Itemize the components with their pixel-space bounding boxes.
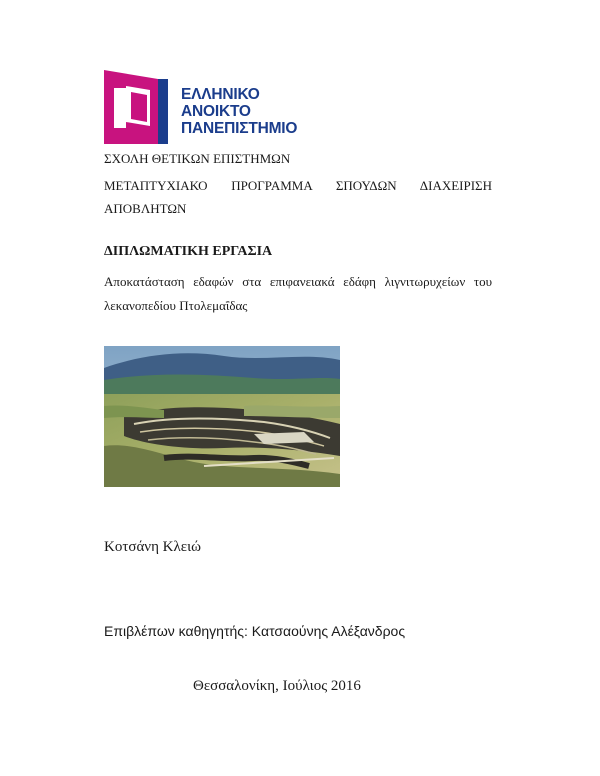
- logo-line-1: ΕΛΛΗΝΙΚΟ: [181, 86, 260, 103]
- thesis-title-line-2: λεκανοπεδίου Πτολεμαΐδας: [104, 298, 248, 313]
- thesis-label: ΔΙΠΛΩΜΑΤΙΚΗ ΕΡΓΑΣΙΑ: [104, 244, 273, 259]
- program-line-2: ΑΠΟΒΛΗΤΩΝ: [104, 201, 187, 216]
- logo-line-3: ΠΑΝΕΠΙΣΤΗΜΙΟ: [181, 120, 298, 137]
- place-date: Θεσσαλονίκη, Ιούλιος 2016: [193, 678, 361, 694]
- university-emblem-icon: [104, 70, 176, 144]
- author-name: Κοτσάνη Κλειώ: [104, 539, 201, 555]
- university-logo: [104, 70, 304, 144]
- school-name: ΣΧΟΛΗ ΘΕΤΙΚΩΝ ΕΠΙΣΤΗΜΩΝ: [104, 151, 291, 166]
- lignite-mine-photo: [104, 346, 340, 487]
- logo-text: [181, 86, 297, 137]
- logo-line-2: ΑΝΟΙΚΤΟ: [181, 103, 251, 120]
- thesis-title-line-1: Αποκατάσταση εδαφών στα επιφανειακά εδάφη λιγνιτωρυχείων του: [104, 274, 492, 289]
- supervisor: Επιβλέπων καθηγητής: Κατσαούνης Αλέξανδρος: [104, 623, 406, 639]
- program-line-1: ΜΕΤΑΠΤΥΧΙΑΚΟ ΠΡΟΓΡΑΜΜΑ ΣΠΟΥΔΩΝ ΔΙΑΧΕΙΡΙΣΗ: [104, 178, 492, 193]
